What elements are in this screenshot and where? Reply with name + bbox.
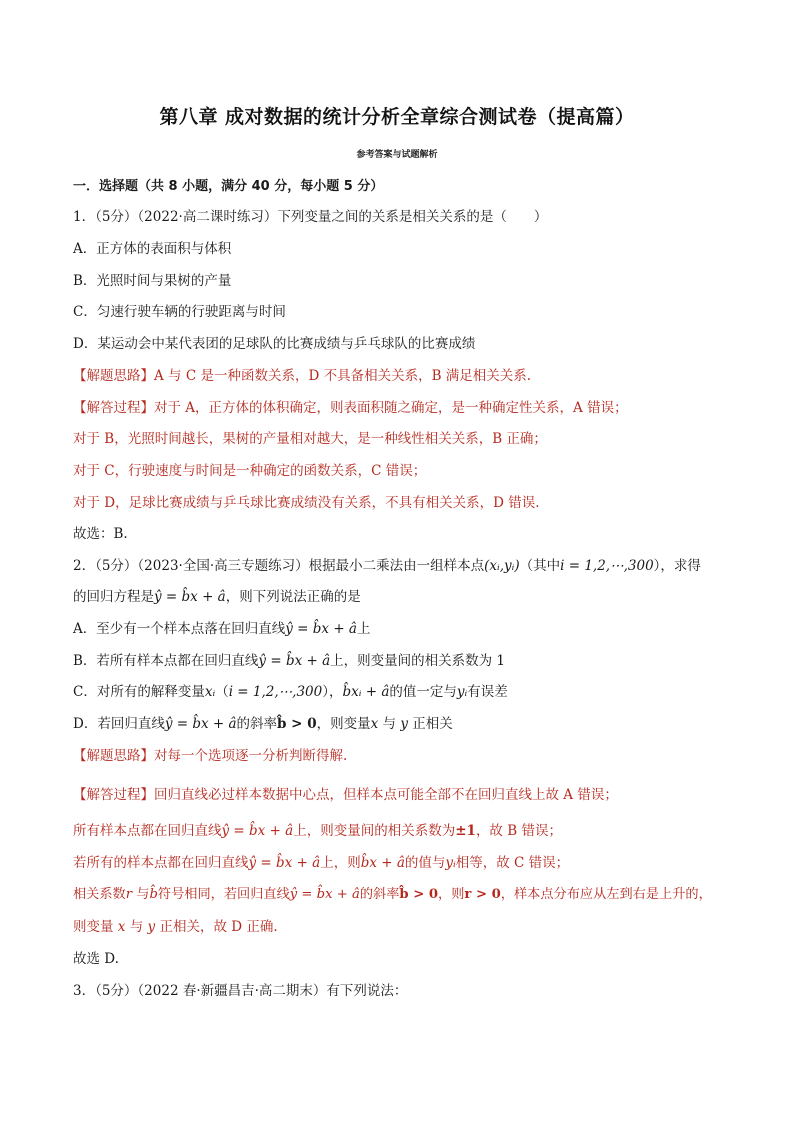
q2-process-5-tail: 正相关，故 D 正确. <box>155 919 278 935</box>
q1-idea <box>73 366 531 386</box>
q2-option-c-tail: 有误差 <box>467 684 508 700</box>
q2-process-line-1: 回归直线必过样本数据中心点，但样本点可能全部不在回归直线上故 A 错误； <box>154 787 618 803</box>
q2-process-3-yi: yᵢ <box>445 855 456 871</box>
q2-process-5-text-b: 与 <box>125 919 148 935</box>
q2-process-3-tail: 相等，故 C 错误； <box>455 855 570 871</box>
page-subtitle: 参考答案与试题解析 <box>356 150 438 160</box>
q2-process-3-text-c: 的值与 <box>404 855 446 871</box>
q1-option-c: C．匀速行驶车辆的行驶距离与时间 <box>73 304 286 320</box>
q2-option-c-paren-close: ）， <box>322 684 343 700</box>
q2-option-d-text: D．若回归直线 <box>73 716 165 732</box>
q2-process-line-4 <box>73 885 712 905</box>
q1-process-line-3: 对于 C，行驶速度与时间是一种确定的函数关系，C 错误； <box>73 463 427 479</box>
q2-stem-text-a: 2．（5分）（2023·全国·高三专题练习）根据最小二乘法由一组样本点 <box>73 558 485 574</box>
q2-option-c-paren-open: （ <box>215 684 229 700</box>
q2-process-5-x: x <box>117 919 126 935</box>
q1-process-line-2: 对于 B，光照时间越长，果树的产量相对越大，是一种线性相关关系，B 正确； <box>73 431 547 447</box>
q2-process-4-tail: ，样本点分布应从左到右是上升的， <box>500 887 712 902</box>
q2-idea-text: 对每一个选项逐一分析判断得解. <box>154 748 348 764</box>
q2-option-b-equation: ŷ = b̂x + â <box>258 653 331 669</box>
q1-process-line-4: 对于 D，足球比赛成绩与乒乓球比赛成绩没有关系，不具有相关关系，D 错误. <box>73 495 540 511</box>
q2-stem-line-1 <box>73 556 701 576</box>
q2-option-c-expression: b̂xᵢ + â <box>342 684 390 700</box>
q2-process <box>73 785 618 805</box>
q2-option-a-equation: ŷ = b̂x + â <box>285 621 357 637</box>
q2-option-d-slope-condition: b̂ > 0 <box>277 716 317 732</box>
q1-process <box>73 398 628 418</box>
q2-process-2-equation: ŷ = b̂x + â <box>221 823 294 839</box>
q2-option-c-yi: yᵢ <box>456 684 468 700</box>
q2-option-d-tail: 正相关 <box>407 716 453 732</box>
q1-process-tag: 【解答过程】 <box>73 400 154 416</box>
q2-idea <box>73 746 347 766</box>
q2-option-d-text-d: 与 <box>378 716 401 732</box>
q1-idea-text: A 与 C 是一种函数关系，D 不具备相关关系，B 满足相关关系. <box>154 368 532 384</box>
page-title: 第八章 成对数据的统计分析全章综合测试卷（提高篇） <box>159 106 635 128</box>
q2-answer: 故选 D. <box>73 951 119 967</box>
q2-option-d-text-b: 的斜率 <box>236 716 278 732</box>
q2-process-4-bhat: b̂ <box>149 887 158 902</box>
q2-process-4-slope-condition: b̂ > 0 <box>399 887 439 902</box>
q2-process-4-text-b: 与 <box>132 887 150 902</box>
q2-process-3-equation: ŷ = b̂x + â <box>248 855 321 871</box>
q2-stem2-text-a: 的回归方程是 <box>73 589 154 605</box>
q2-option-d-equation: ŷ = b̂x + â <box>164 716 237 732</box>
q2-index-range: i = 1,2,⋯,300 <box>560 558 654 574</box>
q2-option-c-text-mid: 的值一定与 <box>389 684 457 700</box>
q1-option-a: A．正方体的表面积与体积 <box>73 241 232 257</box>
q1-option-d: D．某运动会中某代表团的足球队的比赛成绩与乒乓球队的比赛成绩 <box>73 336 476 352</box>
q2-process-4-r: r <box>125 887 133 902</box>
q1-answer: 故选：B. <box>73 526 128 542</box>
q2-process-4-text-d: 的斜率 <box>359 887 400 902</box>
q2-process-5-y: y <box>147 919 156 935</box>
q2-stem2-text-b: ，则下列说法正确的是 <box>225 589 361 605</box>
q2-process-3-expression: b̂x + â <box>360 855 405 871</box>
q2-option-c <box>73 682 508 702</box>
q2-option-a-tail: 上 <box>356 621 371 637</box>
q2-process-2-tail: ，故 B 错误； <box>475 823 562 839</box>
q1-option-b: B．光照时间与果树的产量 <box>73 273 232 289</box>
q2-process-4-text-a: 相关系数 <box>73 887 126 902</box>
q2-option-c-range: i = 1,2,⋯,300 <box>228 684 323 700</box>
q2-process-4-text-c: 符号相同，若回归直线 <box>157 887 290 902</box>
q1-stem: 1．（5分）（2022·高二课时练习）下列变量之间的关系是相关关系的是（ ） <box>73 209 548 225</box>
q2-process-3-text-b: 上，则 <box>320 855 361 871</box>
q2-process-2-value: ±1 <box>455 823 476 839</box>
q2-process-line-2 <box>73 821 562 841</box>
q1-idea-tag: 【解题思路】 <box>73 368 154 384</box>
q2-option-b-text: B．若所有样本点都在回归直线 <box>73 653 259 669</box>
q2-idea-tag: 【解题思路】 <box>73 748 154 764</box>
section-heading: 一．选择题（共 8 小题，满分 40 分，每小题 5 分） <box>73 179 384 194</box>
q2-option-c-text: C．对所有的解释变量 <box>73 684 205 700</box>
q1-process-line-1: 对于 A，正方体的体积确定，则表面积随之确定，是一种确定性关系，A 错误； <box>154 400 628 416</box>
q2-process-line-5 <box>73 917 278 937</box>
q2-option-d-y: y <box>400 716 408 732</box>
q2-option-c-xi: xᵢ <box>204 684 216 700</box>
q2-process-4-r-condition: r > 0 <box>464 887 501 902</box>
q2-stem-line-2 <box>73 587 361 607</box>
q2-process-4-equation: ŷ = b̂x + â <box>289 887 360 902</box>
q2-stem-text-b: （其中 <box>519 558 561 574</box>
q2-option-d-x: x <box>370 716 379 732</box>
q2-stem-text-c: ），求得 <box>653 558 701 574</box>
q2-option-d-text-c: ，则变量 <box>316 716 371 732</box>
q2-process-5-text-a: 则变量 <box>73 919 118 935</box>
q2-option-a <box>73 619 370 639</box>
q2-option-b <box>73 651 505 671</box>
q2-process-3-text-a: 若所有的样本点都在回归直线 <box>73 855 249 871</box>
q2-process-2-text-b: 上，则变量间的相关系数为 <box>293 823 456 839</box>
q2-regression-equation: ŷ = b̂x + â <box>154 589 226 605</box>
q3-stem: 3．（5分）（2022 春·新疆昌吉·高二期末）有下列说法： <box>73 983 408 999</box>
q2-process-tag: 【解答过程】 <box>73 787 154 803</box>
q2-option-d <box>73 714 453 734</box>
q2-process-2-text-a: 所有样本点都在回归直线 <box>73 823 222 839</box>
q2-process-line-3 <box>73 853 569 873</box>
q2-option-b-tail: 上，则变量间的相关系数为 1 <box>330 653 506 669</box>
q2-sample-point: (xᵢ,yᵢ) <box>484 558 520 574</box>
q2-process-4-text-e: ，则 <box>438 887 465 902</box>
q2-option-a-text: A．至少有一个样本点落在回归直线 <box>73 621 286 637</box>
